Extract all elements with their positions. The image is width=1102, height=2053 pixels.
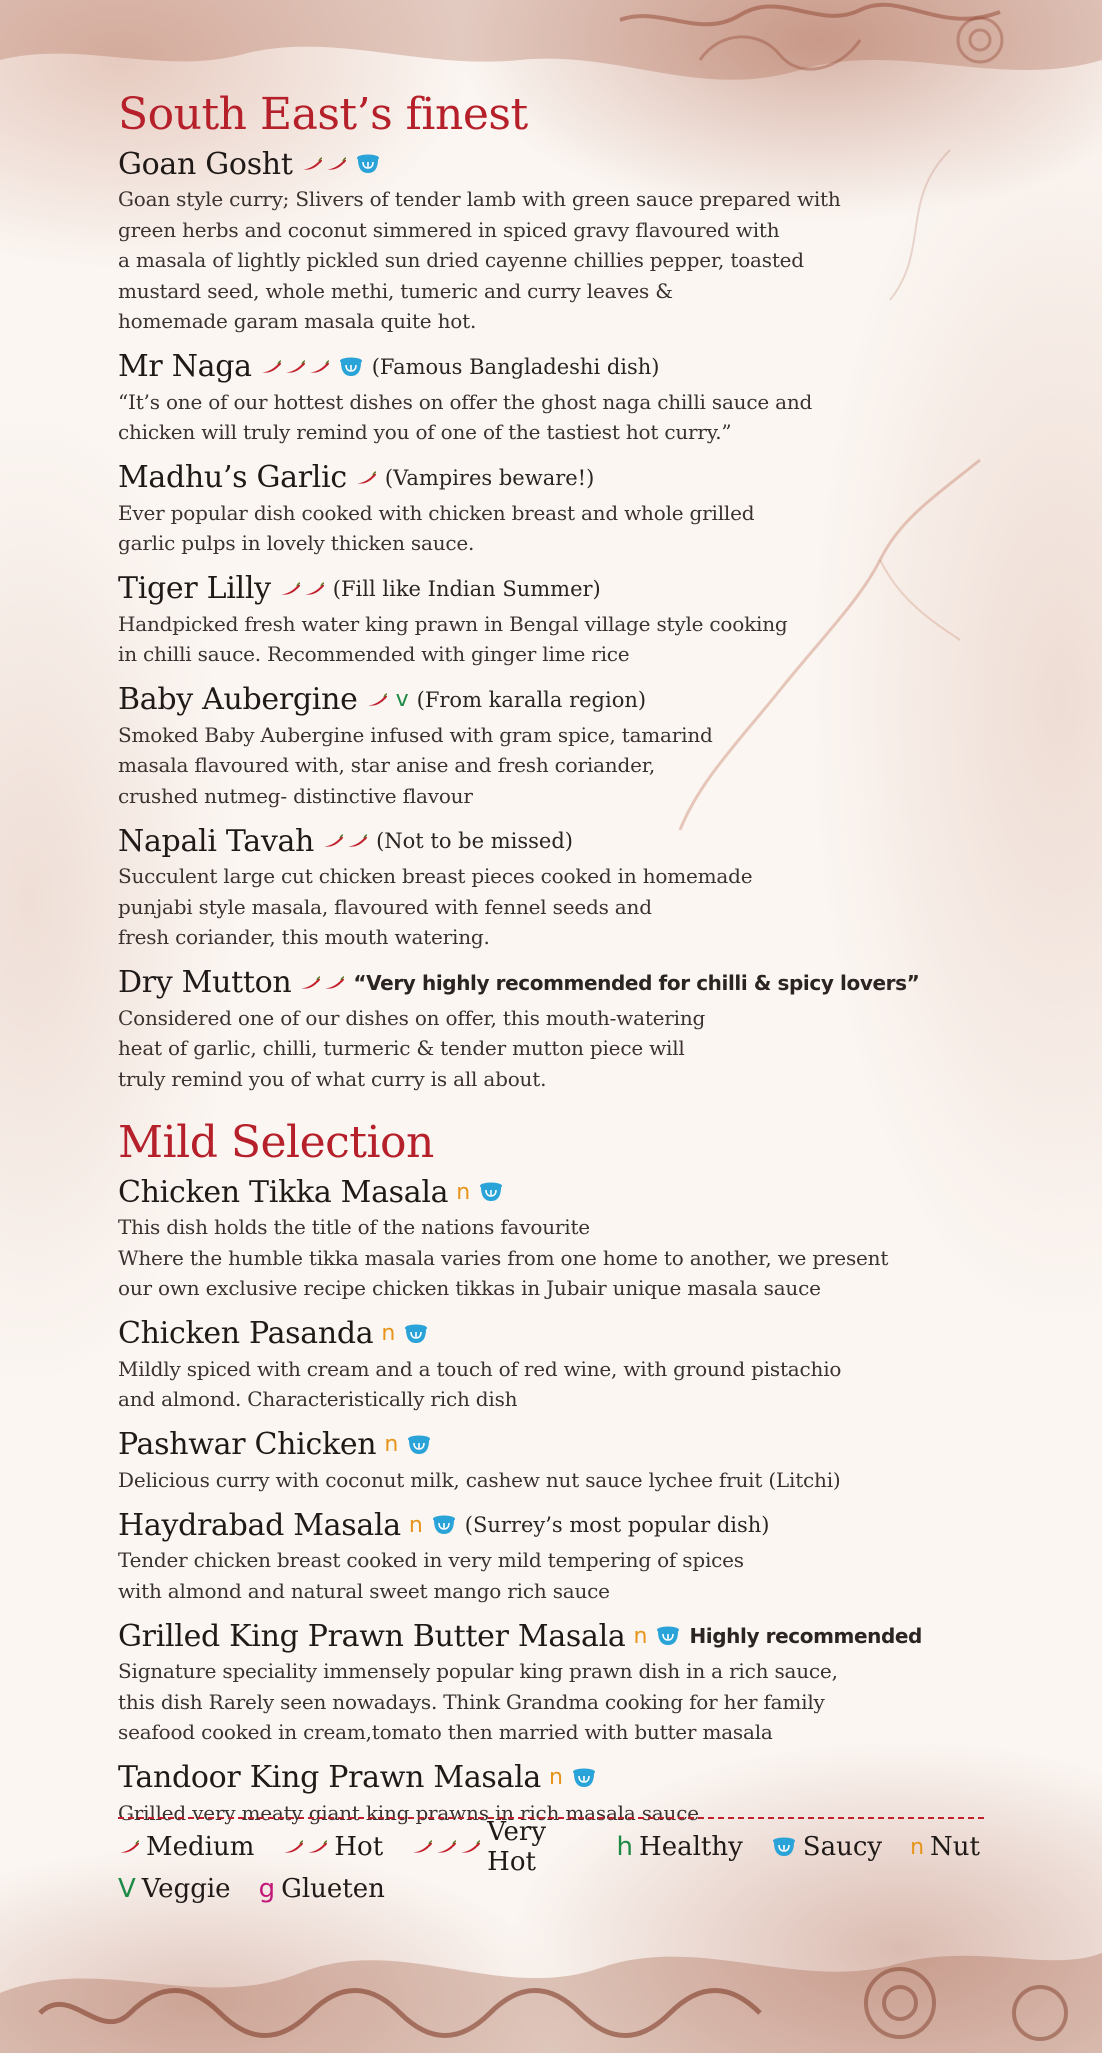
healthy-letter: h (616, 1832, 634, 1862)
dish-description: This dish holds the title of the nations favourite Where the humble tikka masala varies from one home to another, we present our own exclusive recipe chicken tikkas in Jubair unique masala sauce (118, 1215, 889, 1300)
chili-icon (435, 1840, 457, 1854)
chili-icon (279, 582, 301, 596)
legend-medium-label: Medium (146, 1832, 255, 1862)
dish-name: Chicken Pasanda (118, 1316, 374, 1351)
legend-nut-label: Nut (930, 1832, 980, 1862)
dish-name: Grilled King Prawn Butter Masala (118, 1618, 626, 1654)
legend (118, 1817, 998, 1910)
legend-very-hot (411, 1817, 588, 1877)
dish-description: Tender chicken breast cooked in very mild tempering of spices with almond and natural sweet mango rich sauce (118, 1548, 744, 1603)
saucy-pot-icon (571, 1767, 597, 1789)
chili-icon (322, 834, 344, 848)
dish-description: Delicious curry with coconut milk, cashew nut sauce lychee fruit (Litchi) (118, 1467, 841, 1492)
dish-note: (Not to be missed) (376, 829, 573, 853)
menu-item (118, 1505, 998, 1606)
dish-name: Dry Mutton (118, 965, 292, 1000)
menu-item-header (118, 1616, 998, 1656)
legend-very-hot-label: Very Hot (487, 1817, 547, 1877)
legend-veggie-label: Veggie (141, 1874, 231, 1904)
chili-icon (282, 1840, 304, 1854)
veggie-letter: v (395, 687, 409, 712)
dish-description: Mildly spiced with cream and a touch of red wine, with ground pistachio and almond. Characteristically rich dish (118, 1356, 842, 1411)
legend-gluten-label: Glueten (281, 1874, 385, 1904)
menu-item-header (118, 1758, 998, 1798)
dish-description: Handpicked fresh water king prawn in Bengal village style cooking in chilli sauce. Recommended with ginger lime rice (118, 611, 788, 666)
nut-letter: n (381, 1321, 396, 1346)
menu-section (118, 88, 998, 1094)
menu-item (118, 680, 998, 812)
dish-description: “It’s one of our hottest dishes on offer the ghost naga chilli sauce and chicken will truly remind you of one of the tastiest hot curry.” (118, 389, 813, 444)
menu-item (118, 821, 998, 953)
menu-item-header (118, 821, 998, 861)
legend-hot-label: Hot (334, 1832, 384, 1862)
dish-description: Signature speciality immensely popular king prawn dish in a rich sauce, this dish Rarely seen nowadays. Think Grandma cooking for her family seafood cooked in cream,tomato then married with butter masala (118, 1659, 838, 1744)
chili-icon (306, 1840, 328, 1854)
bottom-ornament (0, 1933, 1102, 2053)
menu-item-header (118, 680, 998, 720)
dish-description: Ever popular dish cooked with chicken breast and whole grilled garlic pulps in lovely thicken sauce. (118, 500, 755, 555)
dish-note: (Vampires beware!) (384, 465, 595, 490)
menu-item-header (118, 569, 998, 609)
menu-item (118, 458, 998, 559)
chili-rating (299, 976, 345, 990)
chili-rating (355, 471, 377, 485)
legend-hot (282, 1832, 383, 1862)
saucy-pot-icon (338, 356, 364, 378)
legend-row-1 (118, 1817, 998, 1877)
menu-item (118, 144, 998, 337)
menu-item (118, 347, 998, 448)
chili-icon (118, 1840, 140, 1854)
chili-icon (303, 582, 325, 596)
menu-content (118, 88, 998, 1838)
chili-icon (346, 834, 368, 848)
dish-description: Smoked Baby Aubergine infused with gram spice, tamarind masala flavoured with, star anise and fresh coriander, crushed nutmeg- distinctive flavour (118, 722, 713, 808)
menu-item (118, 1616, 998, 1748)
chili-rating (322, 834, 368, 848)
saucy-pot-icon (431, 1514, 457, 1536)
dish-description: Grilled very meaty giant king prawns in rich masala sauce (118, 1800, 699, 1825)
dish-name: Mr Naga (118, 349, 252, 384)
veggie-letter: V (118, 1874, 136, 1904)
nut-letter: n (384, 1432, 399, 1457)
menu-item (118, 963, 998, 1095)
chili-icon (325, 157, 347, 171)
menu-item-header (118, 1172, 998, 1212)
dish-note: (From karalla region) (416, 687, 647, 712)
dish-note: (Fill like Indian Summer) (332, 576, 601, 601)
chili-icon (308, 360, 330, 374)
menu-item-header (118, 347, 998, 387)
menu-item (118, 1314, 998, 1415)
legend-medium (118, 1832, 254, 1862)
gluten-letter: g (258, 1874, 276, 1904)
menu-item-header (118, 458, 998, 498)
dish-name: Tandoor King Prawn Masala (118, 1760, 541, 1795)
chili-icon (355, 471, 377, 485)
legend-saucy-label: Saucy (802, 1832, 883, 1862)
saucy-pot-icon (771, 1836, 797, 1858)
nut-letter: n (633, 1623, 648, 1649)
chili-icon (366, 693, 388, 707)
chili-icon (301, 157, 323, 171)
menu-item (118, 1425, 998, 1496)
nut-letter: n (408, 1512, 423, 1538)
menu-item-header (118, 1425, 998, 1465)
saucy-pot-icon (655, 1625, 681, 1647)
dish-name: Pashwar Chicken (118, 1427, 377, 1462)
saucy-pot-icon (478, 1181, 504, 1203)
dish-name: Tiger Lilly (118, 571, 271, 606)
menu-item (118, 1172, 998, 1304)
saucy-pot-icon (406, 1434, 432, 1456)
nut-letter: n (456, 1179, 471, 1205)
menu-item-header (118, 963, 998, 1003)
dish-note: Highly recommended (689, 1624, 922, 1648)
dish-name: Goan Gosht (118, 146, 293, 182)
saucy-pot-icon (403, 1323, 429, 1345)
menu-item-header (118, 144, 998, 184)
dish-name: Chicken Tikka Masala (118, 1174, 449, 1210)
menu-item (118, 569, 998, 670)
chili-icon (260, 360, 282, 374)
menu-item-header (118, 1505, 998, 1545)
section-title: South East’s finest (118, 89, 528, 140)
dish-name: Madhu’s Garlic (118, 460, 347, 495)
menu-item-header (118, 1314, 998, 1354)
chili-rating (366, 693, 388, 707)
dish-name: Haydrabad Masala (118, 1507, 401, 1543)
saucy-pot-icon (355, 153, 381, 175)
chili-rating (260, 360, 330, 374)
chili-icon (284, 360, 306, 374)
dish-note: (Surrey’s most popular dish) (464, 1513, 770, 1537)
legend-nut (910, 1832, 980, 1862)
chili-rating (279, 582, 325, 596)
chili-rating (301, 157, 347, 171)
section-title: Mild Selection (118, 1117, 434, 1168)
menu-section (118, 1116, 998, 1828)
dish-description: Goan style curry; Slivers of tender lamb with green sauce prepared with green herbs and coconut simmered in spiced gravy flavoured with a masala of lightly pickled sun dried cayenne chillies pepper, toasted mustard seed, whole methi, tumeric and curry leaves & homemade garam masala quite hot. (118, 187, 841, 333)
dish-description: Succulent large cut chicken breast pieces cooked in homemade punjabi style masala, flavoured with fennel seeds and fresh coriander, this mouth watering. (118, 864, 753, 949)
chili-icon (459, 1840, 481, 1854)
chili-icon (299, 976, 321, 990)
legend-gluten (259, 1874, 385, 1904)
legend-saucy (771, 1832, 882, 1862)
legend-healthy (617, 1832, 743, 1862)
legend-veggie (118, 1874, 231, 1904)
dish-name: Baby Aubergine (118, 682, 358, 717)
chili-icon (323, 976, 345, 990)
legend-healthy-label: Healthy (639, 1832, 743, 1862)
nut-letter: n (910, 1834, 925, 1860)
nut-letter: n (548, 1765, 563, 1790)
dish-note: (Famous Bangladeshi dish) (371, 354, 660, 379)
dish-name: Napali Tavah (118, 823, 315, 859)
chili-icon (411, 1840, 433, 1854)
dish-description: Considered one of our dishes on offer, this mouth-watering heat of garlic, chilli, turmeric & tender mutton piece will truly remind you of what curry is all about. (118, 1005, 706, 1091)
dish-note: “Very highly recommended for chilli & spicy lovers” (353, 970, 920, 995)
